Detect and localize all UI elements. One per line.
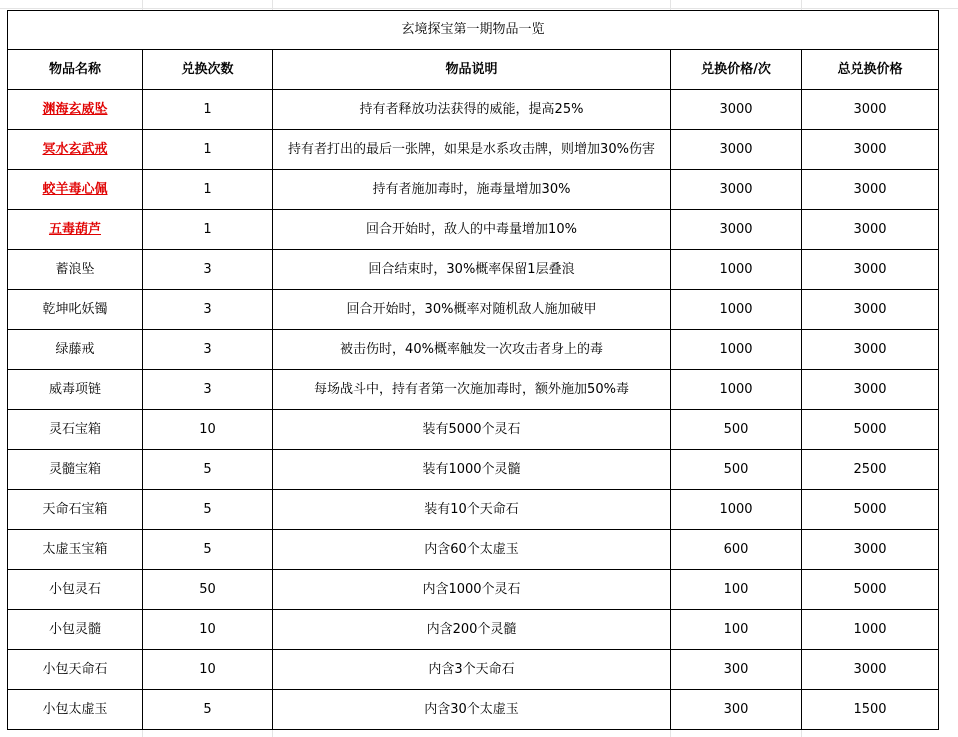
table-row xyxy=(8,210,939,250)
item-name-cell[interactable]: 绿藤戒 xyxy=(8,330,143,370)
header-total-price[interactable]: 总兑换价格 xyxy=(802,50,939,90)
total-price-cell[interactable]: 3000 xyxy=(802,370,939,410)
total-price-cell[interactable]: 5000 xyxy=(802,410,939,450)
exchange-count-cell[interactable]: 10 xyxy=(143,610,273,650)
item-description-cell[interactable]: 内含1000个灵石 xyxy=(273,570,671,610)
item-name-link[interactable]: 蛟羊毒心佩 xyxy=(42,181,108,197)
exchange-count-cell[interactable]: 5 xyxy=(143,530,273,570)
header-exchange-count[interactable]: 兑换次数 xyxy=(143,50,273,90)
item-description-cell[interactable]: 持有者释放功法获得的威能，提高25% xyxy=(273,90,671,130)
item-name-cell[interactable]: 天命石宝箱 xyxy=(8,490,143,530)
exchange-count-cell[interactable]: 10 xyxy=(143,650,273,690)
item-description-cell[interactable]: 装有5000个灵石 xyxy=(273,410,671,450)
total-price-cell[interactable]: 3000 xyxy=(802,170,939,210)
total-price-cell[interactable]: 3000 xyxy=(802,290,939,330)
price-per-exchange-cell[interactable]: 3000 xyxy=(671,210,802,250)
item-name-cell[interactable]: 灵石宝箱 xyxy=(8,410,143,450)
total-price-cell[interactable]: 3000 xyxy=(802,210,939,250)
item-name-cell[interactable] xyxy=(8,170,143,210)
exchange-count-cell[interactable]: 3 xyxy=(143,250,273,290)
items-table xyxy=(7,10,939,730)
item-name-link[interactable]: 五毒葫芦 xyxy=(48,221,101,237)
item-name-cell[interactable] xyxy=(8,210,143,250)
exchange-count-cell[interactable]: 10 xyxy=(143,410,273,450)
price-per-exchange-cell[interactable]: 1000 xyxy=(671,330,802,370)
price-per-exchange-cell[interactable]: 3000 xyxy=(671,130,802,170)
item-description-cell[interactable]: 内含30个太虚玉 xyxy=(273,690,671,730)
price-per-exchange-cell[interactable]: 500 xyxy=(671,450,802,490)
item-name-cell[interactable]: 小包灵髓 xyxy=(8,610,143,650)
item-description-cell[interactable]: 内含3个天命石 xyxy=(273,650,671,690)
total-price-cell[interactable]: 2500 xyxy=(802,450,939,490)
item-name-cell[interactable] xyxy=(8,130,143,170)
total-price-cell[interactable]: 3000 xyxy=(802,330,939,370)
table-row xyxy=(8,130,939,170)
exchange-count-cell[interactable]: 3 xyxy=(143,370,273,410)
item-description-cell[interactable]: 回合开始时，敌人的中毒量增加10% xyxy=(273,210,671,250)
table-row xyxy=(8,650,939,690)
table-row xyxy=(8,410,939,450)
item-description-cell[interactable]: 装有10个天命石 xyxy=(273,490,671,530)
item-description-cell[interactable]: 内含200个灵髓 xyxy=(273,610,671,650)
table-title: 玄境探宝第一期物品一览 xyxy=(8,11,939,50)
table-body xyxy=(8,90,939,730)
exchange-count-cell[interactable]: 1 xyxy=(143,130,273,170)
item-description-cell[interactable]: 持有者打出的最后一张牌，如果是水系攻击牌，则增加30%伤害 xyxy=(273,130,671,170)
table-row xyxy=(8,170,939,210)
header-item-description[interactable]: 物品说明 xyxy=(273,50,671,90)
total-price-cell[interactable]: 1000 xyxy=(802,610,939,650)
exchange-count-cell[interactable]: 5 xyxy=(143,490,273,530)
table-row xyxy=(8,330,939,370)
item-description-cell[interactable]: 每场战斗中，持有者第一次施加毒时，额外施加50%毒 xyxy=(273,370,671,410)
total-price-cell[interactable]: 3000 xyxy=(802,530,939,570)
price-per-exchange-cell[interactable]: 3000 xyxy=(671,90,802,130)
header-row xyxy=(8,50,939,90)
price-per-exchange-cell[interactable]: 300 xyxy=(671,650,802,690)
item-name-link[interactable]: 冥水玄武戒 xyxy=(42,141,108,157)
header-item-name[interactable]: 物品名称 xyxy=(8,50,143,90)
table-row xyxy=(8,690,939,730)
price-per-exchange-cell[interactable]: 3000 xyxy=(671,170,802,210)
table-row xyxy=(8,610,939,650)
item-name-cell[interactable]: 小包天命石 xyxy=(8,650,143,690)
item-description-cell[interactable]: 持有者施加毒时，施毒量增加30% xyxy=(273,170,671,210)
table-row xyxy=(8,90,939,130)
price-per-exchange-cell[interactable]: 500 xyxy=(671,410,802,450)
price-per-exchange-cell[interactable]: 100 xyxy=(671,570,802,610)
total-price-cell[interactable]: 5000 xyxy=(802,570,939,610)
item-description-cell[interactable]: 被击伤时，40%概率触发一次攻击者身上的毒 xyxy=(273,330,671,370)
table-row xyxy=(8,490,939,530)
exchange-count-cell[interactable]: 50 xyxy=(143,570,273,610)
gridline-horizontal xyxy=(0,8,958,9)
total-price-cell[interactable]: 3000 xyxy=(802,130,939,170)
item-description-cell[interactable]: 内含60个太虚玉 xyxy=(273,530,671,570)
total-price-cell[interactable]: 3000 xyxy=(802,650,939,690)
header-price-per-exchange[interactable]: 兑换价格/次 xyxy=(671,50,802,90)
item-name-cell[interactable]: 蓄浪坠 xyxy=(8,250,143,290)
price-per-exchange-cell[interactable]: 1000 xyxy=(671,290,802,330)
table-row xyxy=(8,250,939,290)
price-per-exchange-cell[interactable]: 1000 xyxy=(671,250,802,290)
item-description-cell[interactable]: 装有1000个灵髓 xyxy=(273,450,671,490)
total-price-cell[interactable]: 1500 xyxy=(802,690,939,730)
price-per-exchange-cell[interactable]: 600 xyxy=(671,530,802,570)
table-row xyxy=(8,570,939,610)
item-name-cell[interactable]: 小包太虚玉 xyxy=(8,690,143,730)
exchange-count-cell[interactable]: 3 xyxy=(143,290,273,330)
table-row xyxy=(8,370,939,410)
exchange-count-cell[interactable]: 5 xyxy=(143,690,273,730)
item-name-cell[interactable]: 灵髓宝箱 xyxy=(8,450,143,490)
item-name-cell[interactable]: 小包灵石 xyxy=(8,570,143,610)
price-per-exchange-cell[interactable]: 1000 xyxy=(671,370,802,410)
price-per-exchange-cell[interactable]: 300 xyxy=(671,690,802,730)
total-price-cell[interactable]: 5000 xyxy=(802,490,939,530)
table-row xyxy=(8,290,939,330)
exchange-count-cell[interactable]: 3 xyxy=(143,330,273,370)
exchange-count-cell[interactable]: 1 xyxy=(143,170,273,210)
item-name-cell[interactable]: 乾坤叱妖镯 xyxy=(8,290,143,330)
item-description-cell[interactable]: 回合开始时，30%概率对随机敌人施加破甲 xyxy=(273,290,671,330)
total-price-cell[interactable]: 3000 xyxy=(802,90,939,130)
item-name-cell[interactable]: 威毒项链 xyxy=(8,370,143,410)
exchange-count-cell[interactable]: 1 xyxy=(143,210,273,250)
price-per-exchange-cell[interactable]: 100 xyxy=(671,610,802,650)
price-per-exchange-cell[interactable]: 1000 xyxy=(671,490,802,530)
item-description-cell[interactable]: 回合结束时，30%概率保留1层叠浪 xyxy=(273,250,671,290)
exchange-count-cell[interactable]: 5 xyxy=(143,450,273,490)
table-row xyxy=(8,450,939,490)
table-row xyxy=(8,530,939,570)
total-price-cell[interactable]: 3000 xyxy=(802,250,939,290)
item-name-cell[interactable] xyxy=(8,90,143,130)
item-name-link[interactable]: 渊海玄威坠 xyxy=(42,101,108,117)
item-name-cell[interactable]: 太虚玉宝箱 xyxy=(8,530,143,570)
exchange-count-cell[interactable]: 1 xyxy=(143,90,273,130)
title-row xyxy=(8,11,939,50)
